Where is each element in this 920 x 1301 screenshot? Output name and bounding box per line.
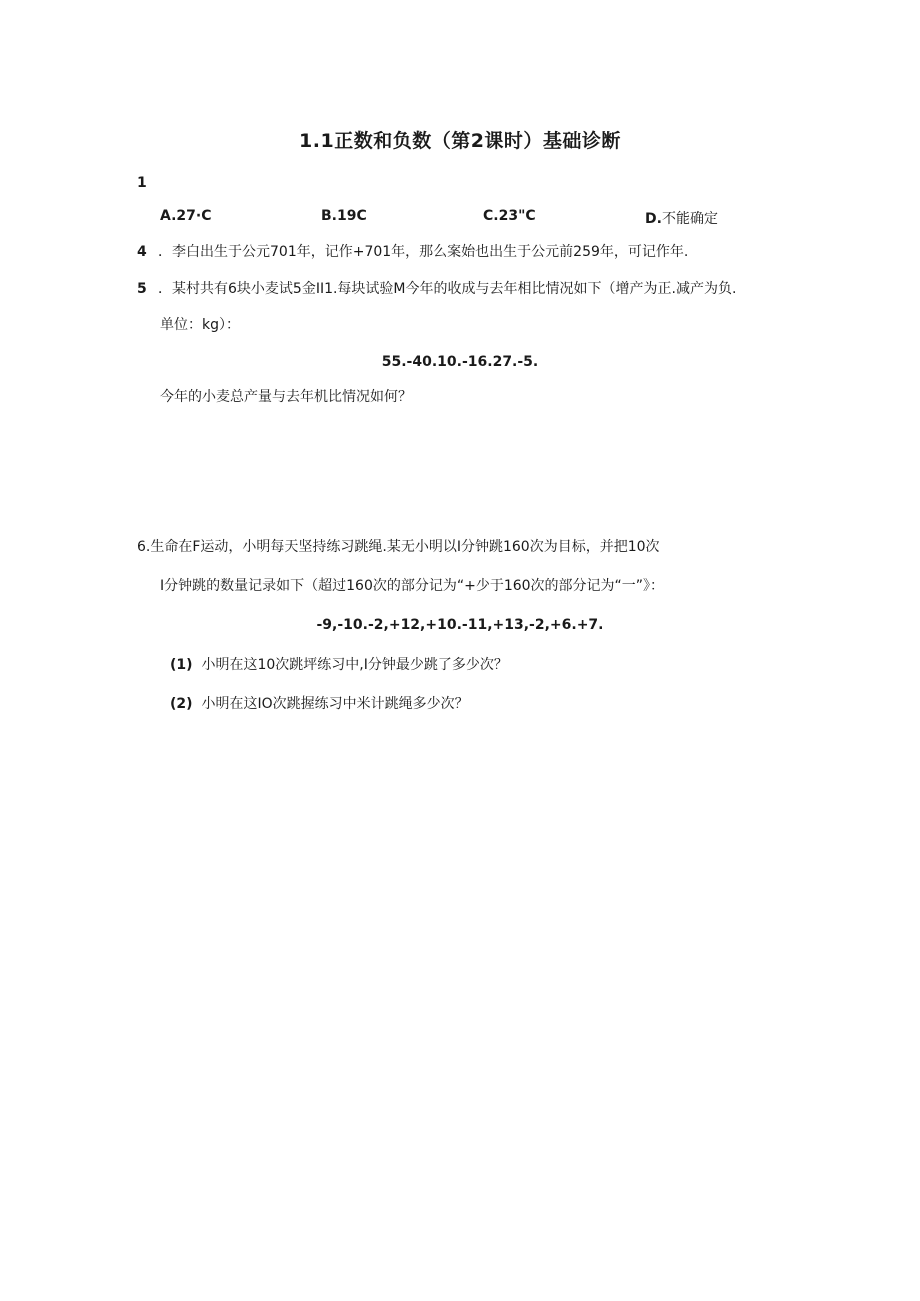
option-d-label: D. xyxy=(645,211,662,227)
question-4-text: ．李白出生于公元701年，记作+701年，那么案始也出生于公元前259年，可记作年. xyxy=(158,244,689,260)
option-a xyxy=(160,208,212,224)
option-d-text: 不能确定 xyxy=(661,211,718,227)
question-1-number: 1 xyxy=(137,175,147,191)
option-c xyxy=(483,208,536,224)
sub1-label: (1) xyxy=(170,657,193,673)
question-5-question: 今年的小麦总产量与去年机比情况如何？ xyxy=(160,389,412,405)
option-c-label: C.23"C xyxy=(483,208,536,224)
question-6-sub2 xyxy=(170,696,469,713)
option-d xyxy=(645,208,718,228)
option-b-label: B.19C xyxy=(321,208,367,224)
sub2-label: (2) xyxy=(170,696,193,712)
question-5-data: 55.-40.10.-16.27.-5. xyxy=(381,354,539,370)
question-6-line2: I分钟跳的数量记录如下（超过160次的部分记为“+少于160次的部分记为“一”》： xyxy=(160,578,665,594)
option-a-label: A.27·C xyxy=(160,208,212,224)
option-b xyxy=(321,208,367,224)
page-title: 1.1正数和负数（第2课时）基础诊断 xyxy=(299,130,621,152)
question-6-data: -9,-10.-2,+12,+10.-11,+13,-2,+6.+7. xyxy=(316,617,604,633)
question-5-line1: ．某村共有6块小麦试5金II1.每块试验M今年的收成与去年相比情况如下（增产为正.减产为负. xyxy=(158,281,737,297)
question-6-sub1 xyxy=(170,657,508,674)
question-4-number: 4 xyxy=(137,244,147,260)
sub2-text: 小明在这IO次跳握练习中米计跳绳多少次？ xyxy=(201,696,469,712)
question-5-line2: 单位：kg）： xyxy=(160,317,240,333)
sub1-text: 小明在这10次跳坪练习中,I分钟最少跳了多少次？ xyxy=(201,657,508,673)
question-6-line1: 6.生命在F运动，小明每天坚持练习跳绳.某无小明以I分钟跳160次为目标，并把10次 xyxy=(137,539,660,555)
question-5-number: 5 xyxy=(137,281,147,297)
